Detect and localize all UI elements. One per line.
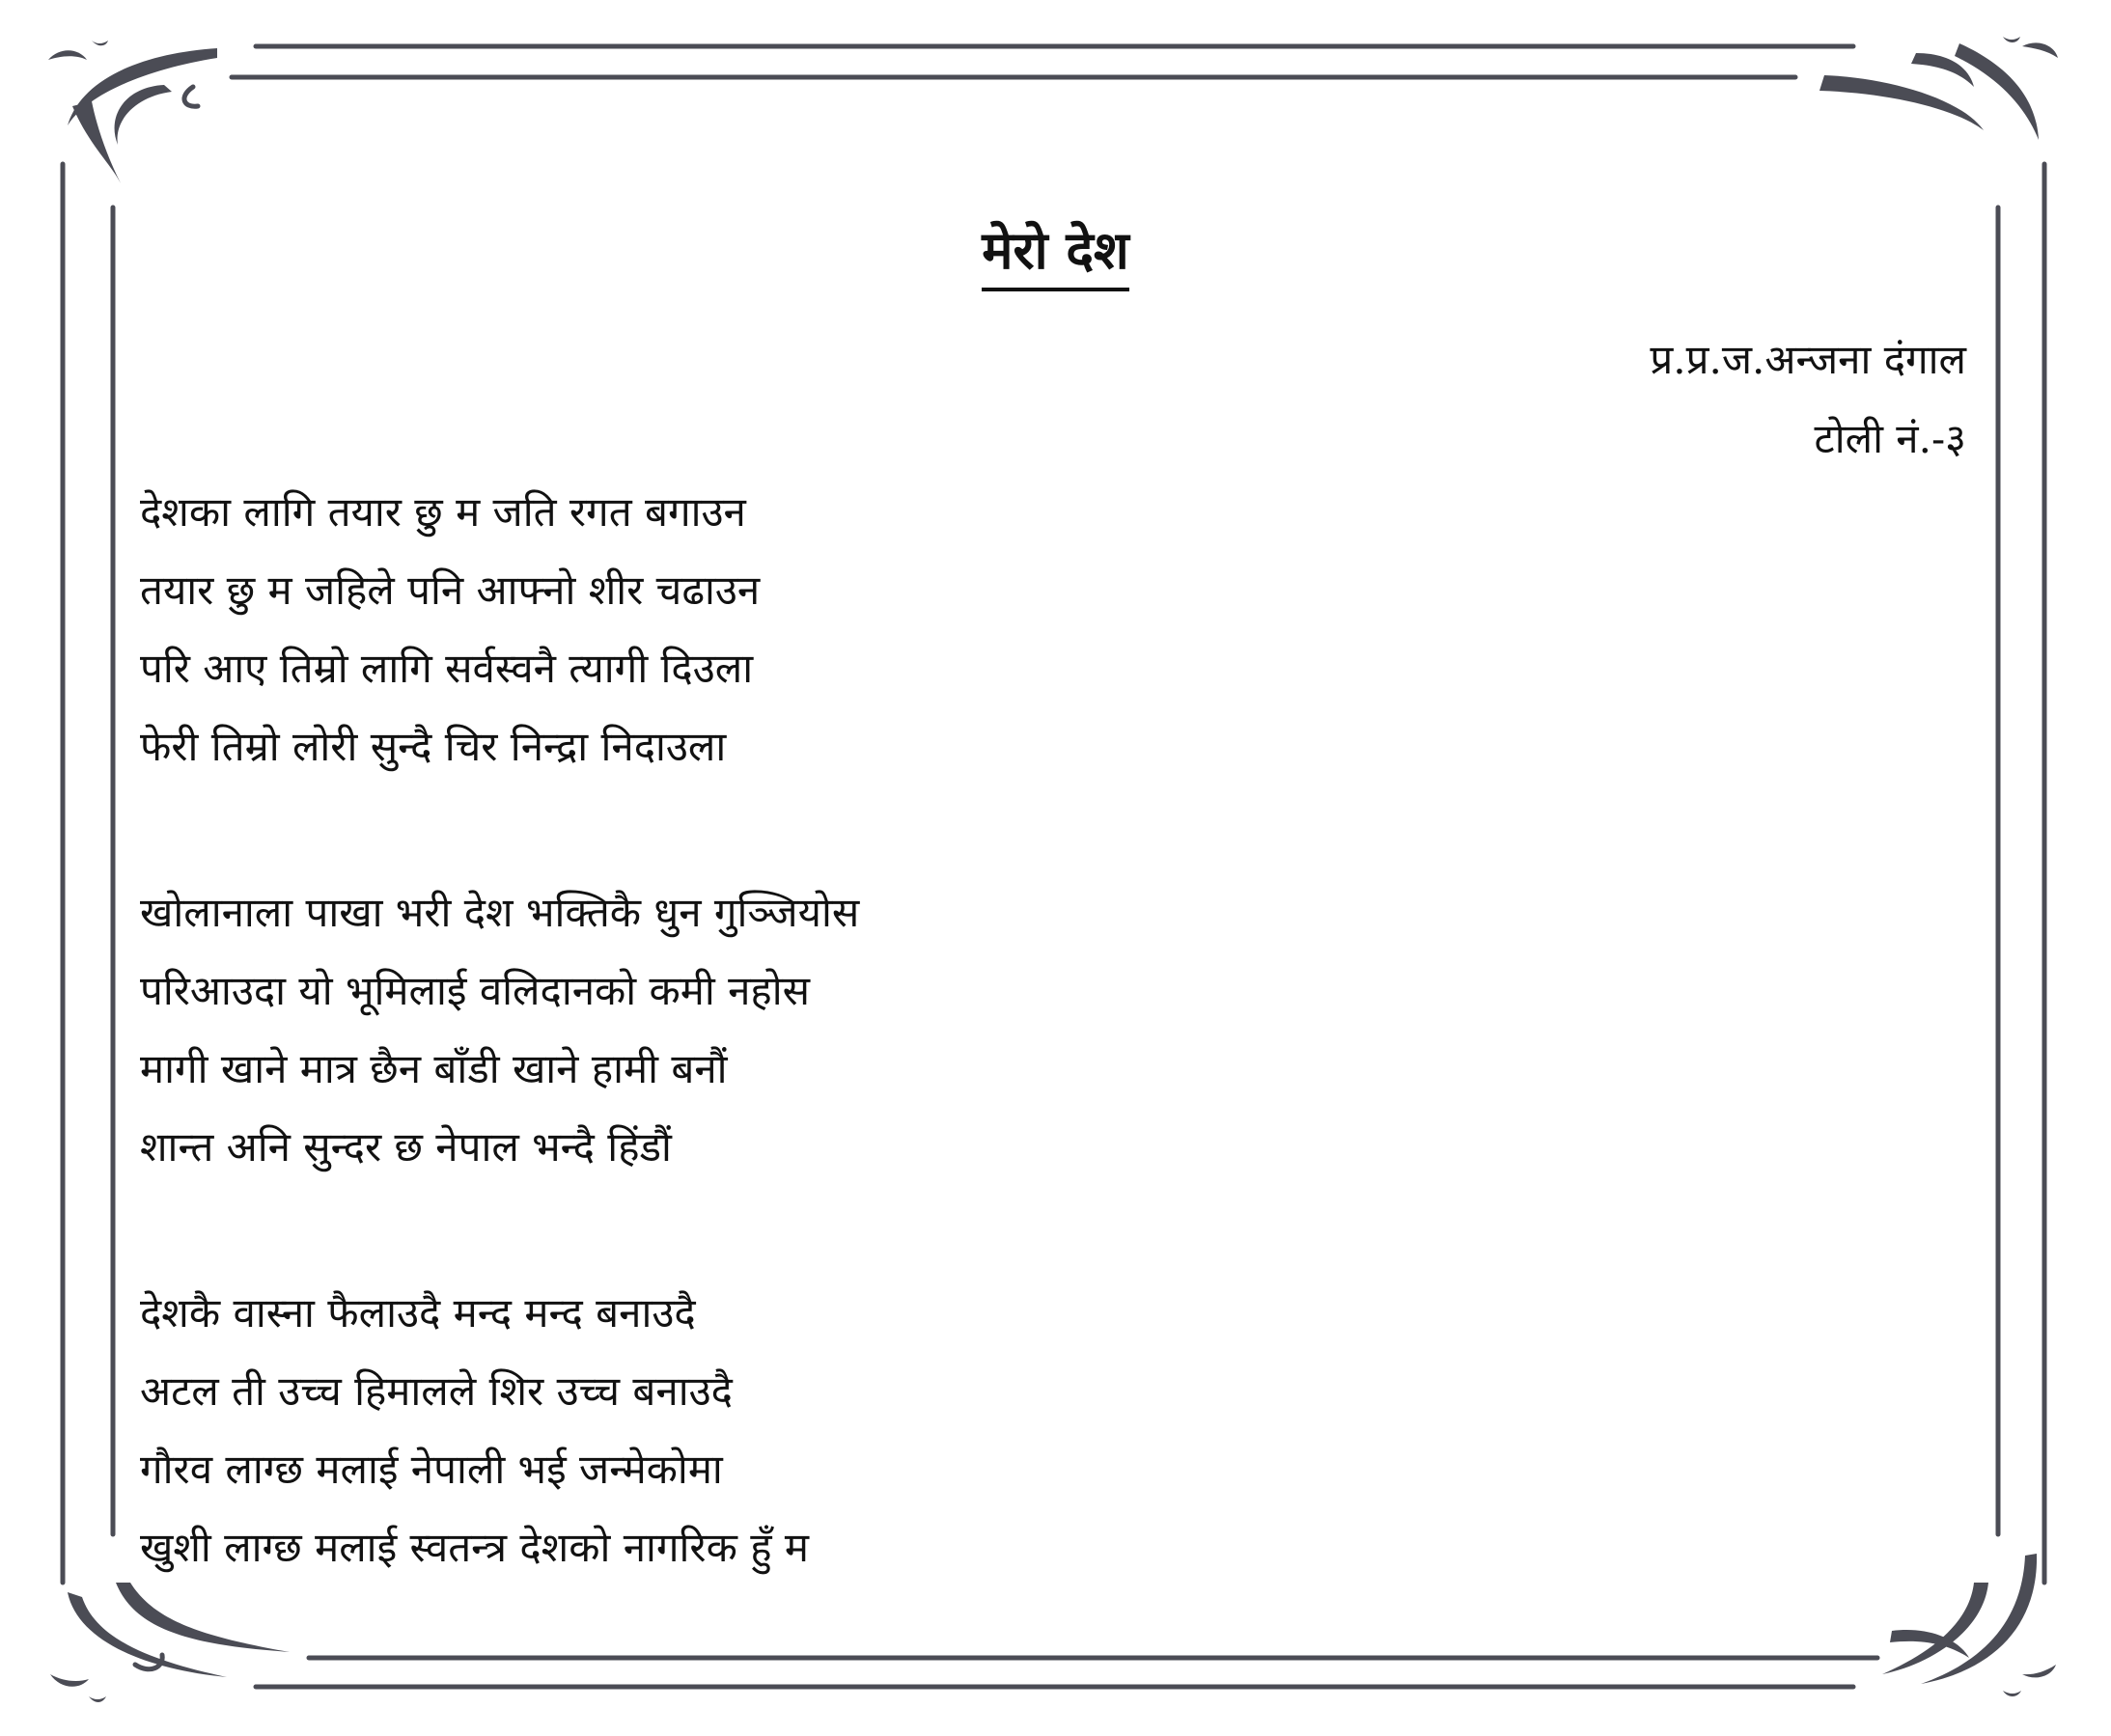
poem-line: खोलानाला पाखा भरी देश भक्तिकै धुन गुञ्जियोस — [140, 889, 860, 936]
poem-line: मागी खाने मात्र छैन बाँडी खाने हामी बनौं — [140, 1045, 728, 1092]
poem-line: फेरी तिम्रो लोरी सुन्दै चिर निन्द्रा निदाउला — [140, 723, 727, 770]
poem-line: देशकै वास्ना फैलाउदै मन्द मन्द बनाउदै — [140, 1289, 696, 1336]
poem-line: तयार छु म जहिले पनि आफ्नो शीर चढाउन — [140, 566, 761, 614]
author-block — [1650, 320, 1966, 479]
stanza-3 — [140, 1274, 859, 1586]
corner-ornament-bottom-right — [1882, 1554, 2056, 1696]
stanza-2 — [140, 873, 859, 1186]
poem-line: खुशी लाग्छ मलाई स्वतन्त्र देशको नागरिक हुँ म — [140, 1524, 809, 1571]
poem-line: परि आए तिम्रो लागि सर्वस्वनै त्यागी दिउला — [140, 645, 754, 692]
poem-title: मेरो देश — [982, 214, 1129, 291]
corner-ornament-bottom-left — [50, 1583, 290, 1702]
poem-line: परिआउदा यो भूमिलाई वलिदानको कमी नहोस — [140, 967, 810, 1014]
poem-body — [140, 473, 859, 1586]
poem-line: शान्त अनि सुन्दर छ नेपाल भन्दै हिंडौं — [140, 1123, 672, 1171]
corner-ornament-top-left — [48, 41, 217, 183]
poem-line: अटल ती उच्च हिमालले शिर उच्च बनाउदै — [140, 1367, 733, 1415]
author-name: प्र.प्र.ज.अन्जना दंगाल — [1650, 336, 1966, 383]
poem-title-wrapper — [0, 214, 2111, 291]
group-number: टोली नं.-३ — [1814, 415, 1966, 462]
poem-line: देशका लागि तयार छु म जति रगत बगाउन — [140, 488, 746, 536]
corner-ornament-top-right — [1819, 37, 2058, 140]
poem-line: गौरव लाग्छ मलाई नेपाली भई जन्मेकोमा — [140, 1446, 723, 1493]
stanza-1 — [140, 473, 859, 785]
